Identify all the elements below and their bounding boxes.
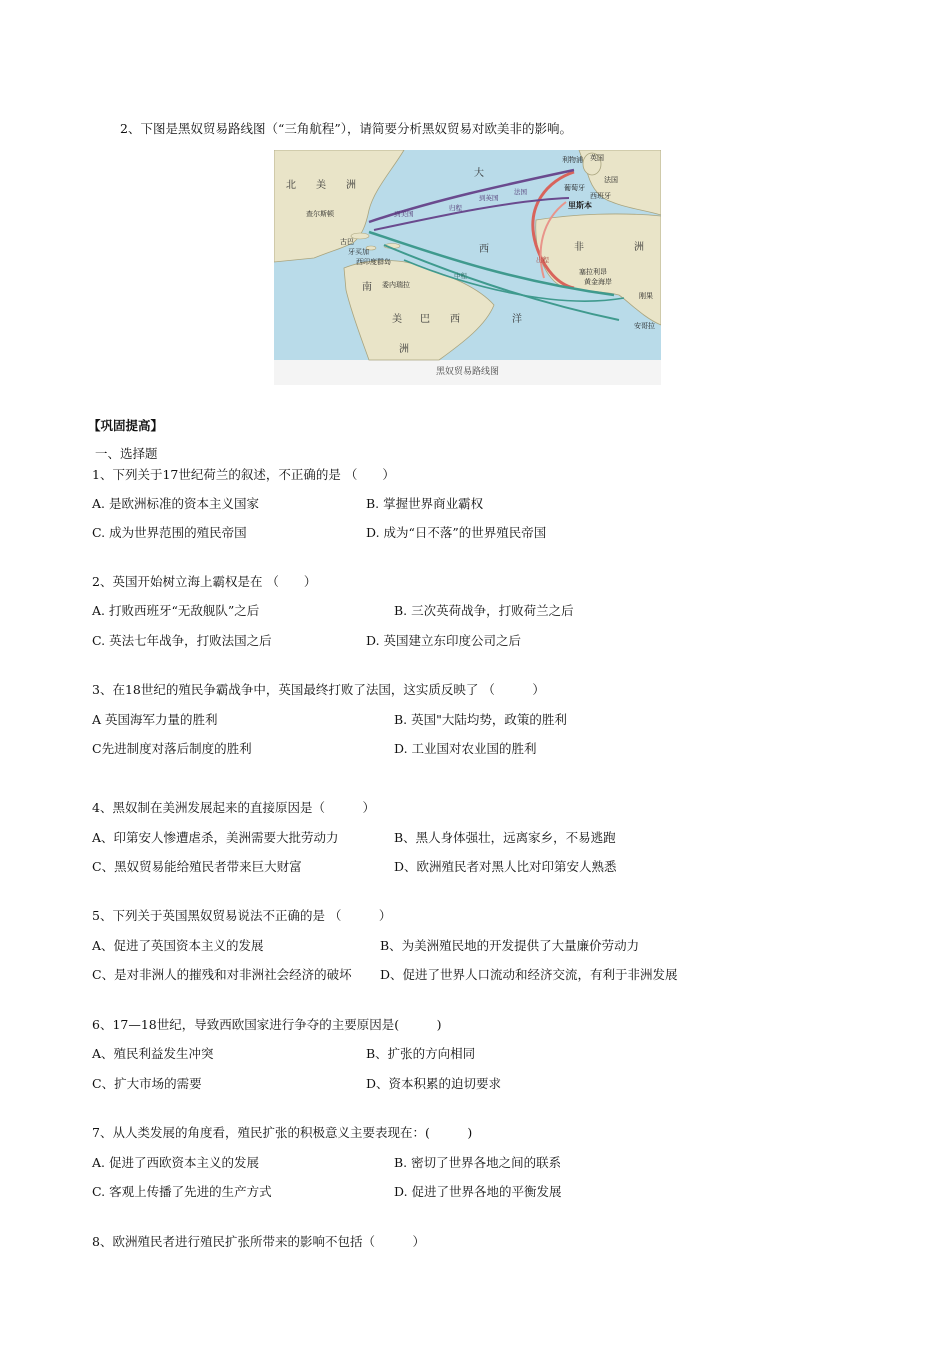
svg-text:法国: 法国 bbox=[604, 176, 618, 184]
svg-text:到美国: 到美国 bbox=[394, 210, 414, 218]
question-stem: 2、英国开始树立海上霸权是在 （ ） bbox=[92, 574, 317, 589]
option-a: A. 促进了西欧资本主义的发展 bbox=[92, 1155, 259, 1170]
svg-text:南: 南 bbox=[362, 282, 372, 293]
svg-text:出程: 出程 bbox=[536, 256, 549, 264]
svg-text:利物浦: 利物浦 bbox=[562, 156, 583, 164]
question-stem: 5、下列关于英国黑奴贸易说法不正确的是 （ ） bbox=[92, 908, 392, 923]
svg-text:洲: 洲 bbox=[634, 242, 644, 253]
option-b: B. 密切了世界各地之间的联系 bbox=[394, 1155, 562, 1170]
svg-text:美: 美 bbox=[316, 180, 326, 191]
option-c: C先进制度对落后制度的胜利 bbox=[92, 741, 252, 756]
option-d: D. 促进了世界各地的平衡发展 bbox=[394, 1184, 562, 1199]
svg-text:塞拉利昂: 塞拉利昂 bbox=[579, 268, 607, 276]
svg-text:洋: 洋 bbox=[512, 314, 522, 325]
option-d: D、欧洲殖民者对黑人比对印第安人熟悉 bbox=[394, 859, 617, 874]
svg-text:中程: 中程 bbox=[454, 272, 467, 280]
option-b: B、黑人身体强壮，远离家乡，不易逃跑 bbox=[394, 830, 616, 845]
option-d: D、促进了世界人口流动和经济交流，有利于非洲发展 bbox=[380, 967, 678, 982]
svg-text:古巴: 古巴 bbox=[340, 238, 354, 246]
svg-text:北: 北 bbox=[286, 180, 296, 191]
question-stem: 8、欧洲殖民者进行殖民扩张所带来的影响不包括（ ） bbox=[92, 1234, 425, 1249]
svg-text:查尔斯顿: 查尔斯顿 bbox=[306, 210, 334, 218]
svg-text:黄金海岸: 黄金海岸 bbox=[584, 278, 612, 286]
svg-text:葡萄牙: 葡萄牙 bbox=[564, 184, 585, 192]
option-c: C、扩大市场的需要 bbox=[92, 1076, 202, 1091]
option-b: B. 三次英荷战争，打败荷兰之后 bbox=[394, 603, 574, 618]
svg-text:归程: 归程 bbox=[449, 204, 462, 212]
option-a: A 英国海军力量的胜利 bbox=[92, 712, 218, 727]
option-b: B、扩张的方向相同 bbox=[366, 1046, 476, 1061]
option-a: A、殖民利益发生冲突 bbox=[92, 1046, 214, 1061]
option-a: A、促进了英国资本主义的发展 bbox=[92, 938, 264, 953]
question-stem: 3、在18世纪的殖民争霸战争中，英国最终打败了法国，这实质反映了 （ ） bbox=[92, 682, 545, 697]
question-stem: 7、从人类发展的角度看，殖民扩张的积极意义主要表现在：( ) bbox=[92, 1125, 473, 1140]
option-c: C、是对非洲人的摧残和对非洲社会经济的破坏 bbox=[92, 967, 352, 982]
option-d: D. 英国建立东印度公司之后 bbox=[366, 633, 522, 648]
option-b: B. 英国"大陆均势，政策的胜利 bbox=[394, 712, 567, 727]
svg-text:刚果: 刚果 bbox=[639, 292, 653, 300]
map-image bbox=[274, 150, 661, 385]
svg-text:牙买加: 牙买加 bbox=[348, 248, 369, 256]
svg-text:法国: 法国 bbox=[514, 188, 527, 196]
option-d: D. 工业国对农业国的胜利 bbox=[394, 741, 537, 756]
svg-text:大: 大 bbox=[474, 168, 484, 179]
map-caption: 黑奴贸易路线图 bbox=[435, 367, 499, 377]
svg-text:巴: 巴 bbox=[420, 314, 430, 325]
svg-text:委内瑞拉: 委内瑞拉 bbox=[382, 281, 410, 289]
svg-text:英国: 英国 bbox=[590, 154, 604, 162]
svg-text:西班牙: 西班牙 bbox=[590, 192, 611, 200]
svg-text:安哥拉: 安哥拉 bbox=[634, 322, 655, 330]
option-b: B、为美洲殖民地的开发提供了大量廉价劳动力 bbox=[380, 938, 640, 953]
question-stem: 6、17—18世纪，导致西欧国家进行争夺的主要原因是( ) bbox=[92, 1017, 442, 1032]
svg-text:里斯本: 里斯本 bbox=[568, 201, 592, 210]
option-d: D、资本积累的迫切要求 bbox=[366, 1076, 502, 1091]
option-c: C、黑奴贸易能给殖民者带来巨大财富 bbox=[92, 859, 302, 874]
option-c: C. 成为世界范围的殖民帝国 bbox=[92, 525, 247, 540]
svg-text:西: 西 bbox=[479, 244, 489, 255]
question-stem: 4、黑奴制在美洲发展起来的直接原因是（ ） bbox=[92, 800, 375, 815]
section-title: 【巩固提高】 bbox=[88, 418, 164, 433]
subsection-title: 一、选择题 bbox=[95, 446, 158, 461]
option-a: A. 打败西班牙“无敌舰队”之后 bbox=[92, 603, 260, 618]
option-c: C. 客观上传播了先进的生产方式 bbox=[92, 1184, 272, 1199]
option-a: A、印第安人惨遭虐杀，美洲需要大批劳动力 bbox=[92, 830, 339, 845]
option-c: C. 英法七年战争，打败法国之后 bbox=[92, 633, 272, 648]
svg-text:西: 西 bbox=[450, 314, 460, 325]
svg-text:西印度群岛: 西印度群岛 bbox=[356, 258, 391, 266]
svg-text:洲: 洲 bbox=[399, 344, 409, 355]
svg-text:到英国: 到英国 bbox=[479, 194, 499, 202]
option-d: D. 成为“日不落”的世界殖民帝国 bbox=[366, 525, 547, 540]
question-stem: 1、下列关于17世纪荷兰的叙述，不正确的是 （ ） bbox=[92, 467, 395, 482]
intro-question: 2、下图是黑奴贸易路线图（“三角航程”），请简要分析黑奴贸易对欧美非的影响。 bbox=[120, 121, 572, 136]
slave-trade-map bbox=[274, 150, 661, 385]
svg-text:美: 美 bbox=[392, 314, 402, 325]
option-b: B. 掌握世界商业霸权 bbox=[366, 496, 484, 511]
option-a: A. 是欧洲标准的资本主义国家 bbox=[92, 496, 259, 511]
svg-text:非: 非 bbox=[574, 242, 584, 253]
svg-text:洲: 洲 bbox=[346, 180, 356, 191]
